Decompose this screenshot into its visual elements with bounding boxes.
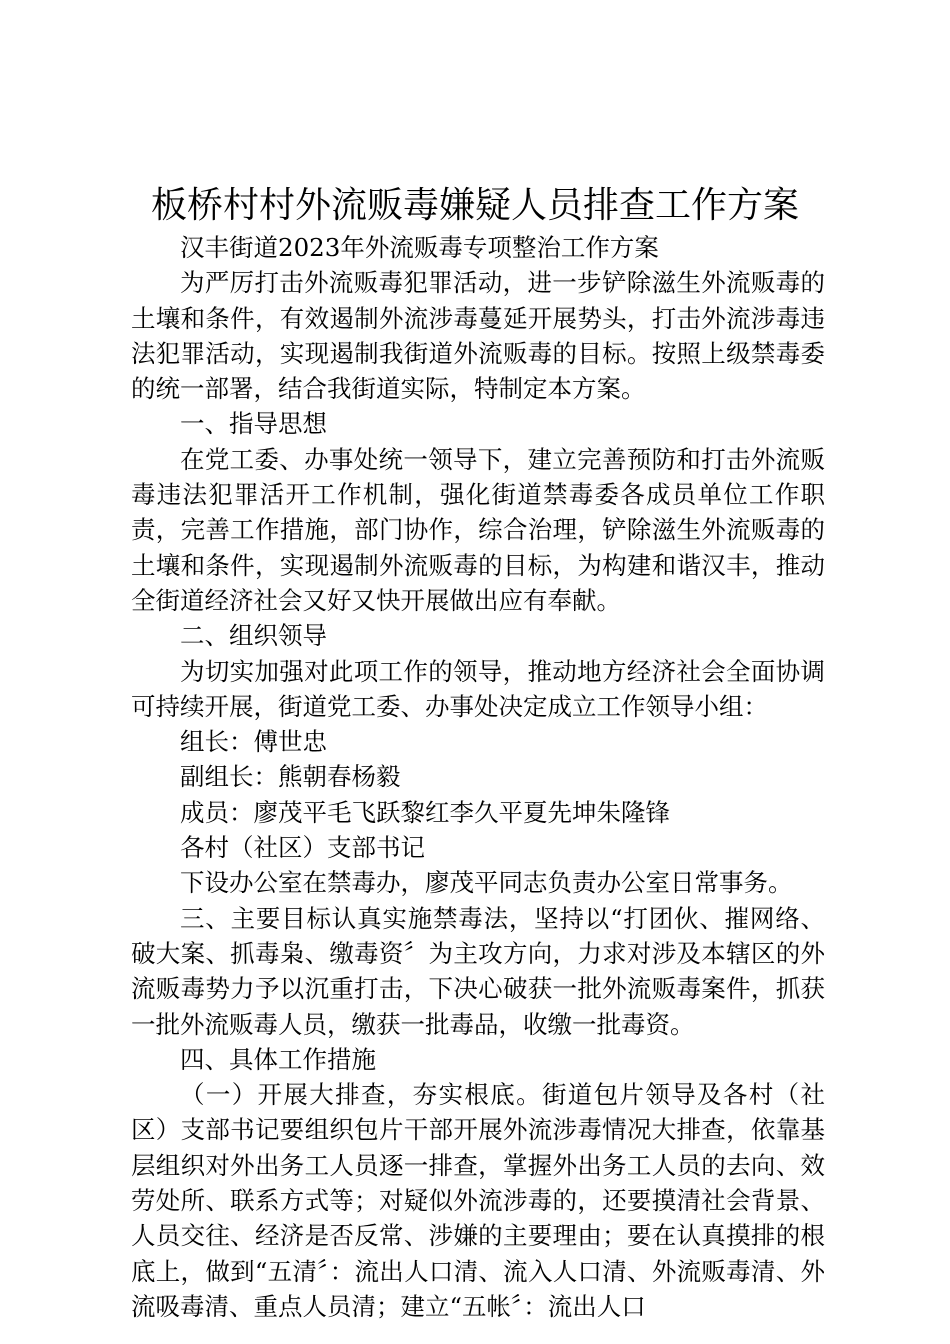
intro-paragraph: 为严厉打击外流贩毒犯罪活动，进一步铲除滋生外流贩毒的土壤和条件，有效遏制外流涉毒蔓延开展势头，打击外流涉毒违法犯罪活动，实现遏制我街道外流贩毒的目标。按照上级禁毒委的统一部署，结合我街道实际，特制定本方案。 [131, 268, 825, 404]
members-line: 成员：廖茂平毛飞跃黎红李久平夏先坤朱隆锋 [180, 797, 670, 827]
subtitle-paragraph: 汉丰街道2023年外流贩毒专项整治工作方案 [180, 233, 659, 262]
section-heading: 四、具体工作措施 [180, 1044, 376, 1074]
goals-paragraph: 三、主要目标认真实施禁毒法，坚持以“打团伙、摧网络、破大案、抓毒枭、缴毒资〞为主攻方向，力求对涉及本辖区的外流贩毒势力予以沉重打击，下决心破获一批外流贩毒案件，抓获一批外流贩毒人员，缴获一批毒品，收缴一批毒资。 [131, 903, 825, 1039]
document-body [131, 230, 825, 1324]
body-paragraph: 在党工委、办事处统一领导下，建立完善预防和打击外流贩毒违法犯罪活开工作机制，强化街道禁毒委各成员单位工作职责，完善工作措施，部门协作，综合治理，铲除滋生外流贩毒的土壤和条件，实现遏制外流贩毒的目标，为构建和谐汉丰，推动全街道经济社会又好又快开展做出应有奉献。 [131, 444, 825, 615]
measures-paragraph: （一）开展大排查，夯实根底。街道包片领导及各村（社区）支部书记要组织包片干部开展外流涉毒情况大排查，依靠基层组织对外出务工人员逐一排查，掌握外出务工人员的去向、效劳处所、联系方式等；对疑似外流涉毒的，还要摸清社会背景、人员交往、经济是否反常、涉嫌的主要理由；要在认真摸排的根底上，做到“五清〞：流出人口清、流入人口清、外流贩毒清、外流吸毒清、重点人员清；建立“五帐〞：流出人口 [131, 1080, 825, 1321]
deputy-leader-line: 副组长：熊朝春杨毅 [180, 762, 401, 792]
document-title: 板桥村村外流贩毒嫌疑人员排查工作方案 [150, 185, 799, 226]
section-heading: 二、组织领导 [180, 621, 327, 651]
members-line-continued: 各村（社区）支部书记 [180, 833, 425, 863]
leader-line: 组长：傅世忠 [180, 727, 327, 757]
section-heading: 一、指导思想 [180, 409, 327, 439]
body-paragraph: 为切实加强对此项工作的领导，推动地方经济社会全面协调可持续开展，街道党工委、办事处决定成立工作领导小组： [131, 656, 825, 721]
office-line: 下设办公室在禁毒办，廖茂平同志负责办公室日常事务。 [180, 868, 793, 898]
